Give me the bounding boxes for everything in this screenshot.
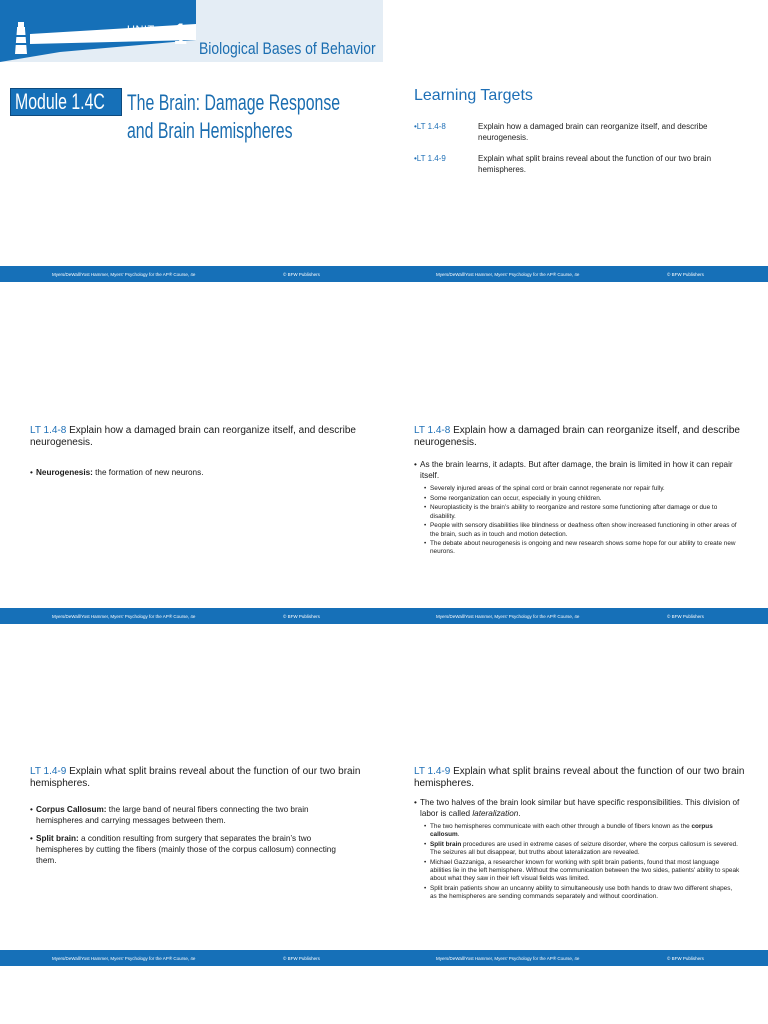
footer-credit: Myers/DeWall/Yost Hammer, Myers' Psychology for the AP® Course, 4e	[52, 272, 196, 277]
unit-title: Biological Bases of Behavior	[199, 39, 376, 58]
sub-bullet	[430, 841, 740, 857]
module-title-line-2: and Brain Hemispheres	[127, 118, 293, 143]
slide-footer	[384, 266, 768, 282]
punct: .	[457, 831, 460, 839]
footer-credit: Myers/DeWall/Yost Hammer, Myers' Psychology for the AP® Course, 4e	[52, 956, 196, 961]
learning-target-code: LT 1.4-9	[30, 766, 67, 777]
term: Neurogenesis:	[36, 468, 93, 477]
sub-bullet-list	[414, 823, 740, 901]
sub-bold: corpus callosum	[430, 823, 713, 839]
sub-text: procedures are used in extreme cases of seizure disorder, where the corpus callosum is severed. The seizures all but disappear, but truths about lateralization are revealed.	[430, 840, 738, 857]
sub-bullet: • Michael Gazzaniga, a researcher known for working with split brain patients, found that most language abilities lie in the left hemisphere. Without the communication between the two sides, patients' ability to speak about what they saw in their left visual fields was limited.	[430, 859, 740, 884]
slide-title	[0, 0, 384, 282]
learning-targets-heading: Learning Targets	[414, 87, 533, 104]
bullet-corpus-callosum	[30, 804, 350, 826]
module-title	[127, 89, 340, 145]
heading-text: Explain how a damaged brain can reorganize itself, and describe neurogenesis.	[30, 425, 356, 448]
sub-bullet: • Split brain patients show an uncanny ability to simultaneously use both hands to draw two different shapes, as the hemispheres are sending commands separately and without coordination.	[430, 885, 740, 901]
learning-target-code: •LT 1.4-8	[414, 122, 446, 131]
footer-publisher: © BFW Publishers	[667, 956, 704, 961]
emphasis: lateralization	[472, 809, 519, 818]
learning-target-code: LT 1.4-9	[414, 766, 451, 777]
learning-target-code: •LT 1.4-9	[414, 154, 446, 163]
bullet-neurogenesis	[30, 467, 350, 478]
slide-heading	[30, 766, 370, 790]
module-title-line-1: The Brain: Damage Response	[127, 90, 341, 115]
bullet-text: • As the brain learns, it adapts. But after damage, the brain is limited in how it can repair itself.	[420, 460, 733, 480]
slide-lateralization	[384, 684, 768, 966]
footer-publisher: © BFW Publishers	[283, 272, 320, 277]
lighthouse-icon	[13, 20, 29, 56]
unit-word: UNIT	[127, 24, 155, 36]
slide-footer	[0, 266, 384, 282]
unit-number: 1	[173, 18, 188, 51]
bullet-text: The two halves of the brain look similar but have specific responsibilities. This division of labor is called	[420, 798, 740, 818]
slide-heading	[30, 425, 370, 449]
heading-text: Explain what split brains reveal about the function of our two brain hemispheres.	[30, 766, 361, 789]
footer-credit: Myers/DeWall/Yost Hammer, Myers' Psychology for the AP® Course, 4e	[436, 272, 580, 277]
slide-split-brain-definitions	[0, 684, 384, 966]
sub-bullet: • The debate about neurogenesis is ongoing and new research shows some hope for our ability to create new neurons.	[430, 540, 740, 556]
heading-text: Explain what split brains reveal about the function of our two brain hemispheres.	[414, 766, 745, 789]
footer-credit: Myers/DeWall/Yost Hammer, Myers' Psychology for the AP® Course, 4e	[52, 614, 196, 619]
bullet-brain-adapts	[414, 459, 744, 481]
sub-text: The two hemispheres communicate with each other through a bundle of fibers known as the	[430, 823, 692, 830]
footer-credit: Myers/DeWall/Yost Hammer, Myers' Psychology for the AP® Course, 4e	[436, 956, 580, 961]
slide-neurogenesis-definition	[0, 342, 384, 624]
definition: a condition resulting from surgery that separates the brain’s two hemispheres by cutting the fibers (mainly those of the corpus callosum) connecting them.	[36, 834, 336, 865]
slide-heading	[414, 766, 754, 790]
term: Split brain:	[36, 834, 79, 843]
bullet-lateralization	[414, 797, 744, 819]
footer-credit: Myers/DeWall/Yost Hammer, Myers' Psychology for the AP® Course, 4e	[436, 614, 580, 619]
footer-publisher: © BFW Publishers	[283, 956, 320, 961]
learning-target-description: Explain what split brains reveal about the function of our two brain hemispheres.	[478, 154, 712, 174]
learning-target-description: Explain how a damaged brain can reorganize itself, and describe neurogenesis.	[478, 122, 708, 142]
slide-footer	[0, 950, 384, 966]
heading-text: Explain how a damaged brain can reorganize itself, and describe neurogenesis.	[414, 425, 740, 448]
sub-bullet	[430, 823, 740, 839]
slide-footer	[384, 608, 768, 624]
term: Corpus Callosum:	[36, 805, 107, 814]
sub-bullet: • People with sensory disabilities like blindness or deafness often show increased functioning in other areas of the brain, such as in touch and motion detection.	[430, 522, 740, 538]
learning-target-code: LT 1.4-8	[30, 425, 67, 436]
sub-bullet: • Some reorganization can occur, especially in young children.	[430, 495, 740, 503]
learning-target-code: LT 1.4-8	[414, 425, 451, 436]
punct: .	[518, 809, 521, 818]
footer-publisher: © BFW Publishers	[667, 614, 704, 619]
module-label: Module 1.4C	[15, 89, 105, 114]
sub-bullet: • Neuroplasticity is the brain’s ability to reorganize and restore some functioning after damage or due to disability.	[430, 504, 740, 520]
definition: the large band of neural fibers connecting the two brain hemispheres and carrying messages between them.	[36, 805, 309, 825]
sub-bullet-list	[414, 485, 740, 557]
definition: the formation of new neurons.	[92, 468, 204, 477]
footer-publisher: © BFW Publishers	[667, 272, 704, 277]
footer-publisher: © BFW Publishers	[283, 614, 320, 619]
slide-footer	[0, 608, 384, 624]
slide-brain-repair	[384, 342, 768, 624]
slide-footer	[384, 950, 768, 966]
sub-bullet: • Severely injured areas of the spinal cord or brain cannot regenerate nor repair fully.	[430, 485, 740, 493]
sub-bold: Split brain	[430, 840, 462, 848]
slide-heading	[414, 425, 754, 449]
bullet-split-brain	[30, 833, 350, 866]
slide-learning-targets	[384, 0, 768, 282]
